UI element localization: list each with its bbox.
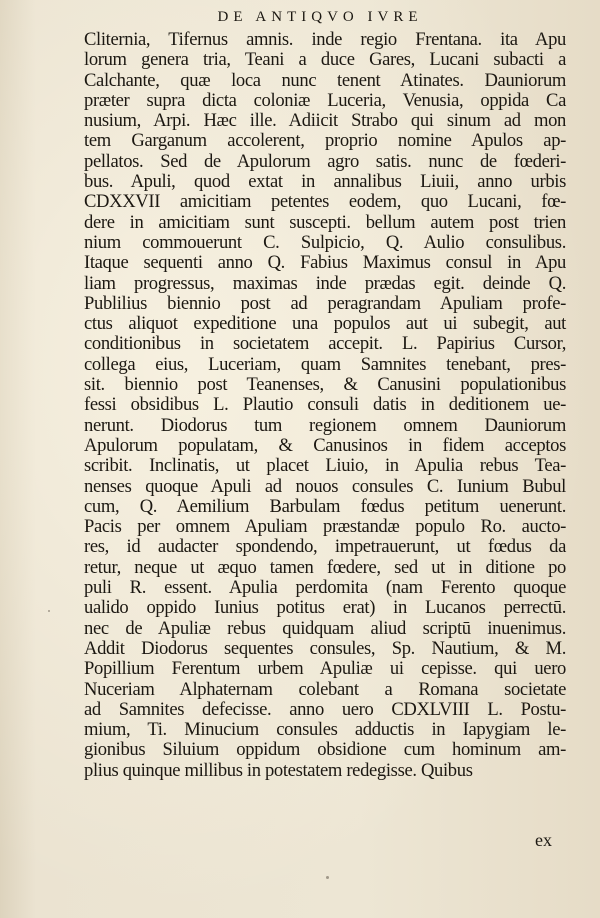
text-line: nec de Apuliæ rebus quidquam aliud scriptū inuenimus. <box>84 617 566 639</box>
text-line: Apulorum populatam, & Canusinos in fidem acceptos <box>84 434 566 456</box>
text-line: bus. Apuli, quod extat in annalibus Liuii, anno urbis <box>84 171 566 193</box>
text-line: sit. biennio post Teanenses, & Canusini populationibus <box>84 374 566 396</box>
text-line: gionibus Siluium oppidum obsidione cum hominum am- <box>84 739 566 761</box>
text-line: Itaque sequenti anno Q. Fabius Maximus consul in Apu <box>84 252 566 274</box>
text-line: cum, Q. Aemilium Barbulam fœdus petitum uenerunt. <box>84 495 566 517</box>
text-line: liam progressus, maximas inde prædas egit. deinde Q. <box>84 272 566 294</box>
text-line: Addit Diodorus sequentes consules, Sp. Nautium, & M. <box>84 637 566 659</box>
text-line: mium, Ti. Minucium consules adductis in Iapygiam le- <box>84 719 566 741</box>
body-text <box>84 30 566 781</box>
text-line: nusium, Arpi. Hæc ille. Adiicit Strabo qui sinum ad mon <box>84 110 566 132</box>
text-line: dere in amicitiam sunt suscepti. bellum autem post trien <box>84 211 566 233</box>
text-line: puli R. essent. Apulia perdomita (nam Ferento quoque <box>84 577 566 599</box>
text-line: CDXXVII amicitiam petentes eodem, quo Lucani, fœ- <box>84 191 566 213</box>
text-line: Publilius biennio post ad peragrandam Apuliam profe- <box>84 292 566 314</box>
text-line: res, id audacter spondendo, impetrauerunt, ut fœdus da <box>84 536 566 558</box>
paper-speck <box>326 876 329 879</box>
paper-speck <box>48 610 50 612</box>
text-line: præter supra dicta coloniæ Luceria, Venusia, oppida Ca <box>84 89 566 111</box>
text-line: nerunt. Diodorus tum regionem omnem Dauniorum <box>84 414 566 436</box>
text-line: conditionibus in societatem accepit. L. Papirius Cursor, <box>84 333 566 355</box>
text-line: Pacis per omnem Apuliam præstandæ populo Ro. aucto- <box>84 516 566 538</box>
text-line: ctus aliquot expeditione una populos aut ui subegit, aut <box>84 313 566 335</box>
catchword: ex <box>535 830 552 850</box>
text-line: nium commouerunt C. Sulpicio, Q. Aulio consulibus. <box>84 231 566 253</box>
text-line: lorum genera tria, Teani a duce Gares, Lucani subacti a <box>84 49 566 71</box>
text-line: plius quinque millibus in potestatem redegisse. Quibus <box>84 759 473 781</box>
text-line: Cliternia, Tifernus amnis. inde regio Frentana. ita Apu <box>84 29 566 50</box>
text-line: scribit. Inclinatis, ut placet Liuio, in Apulia rebus Tea- <box>84 455 566 477</box>
text-line: tem Garganum accolerent, proprio nomine Apulos ap- <box>84 130 566 152</box>
text-line: ad Samnites defecisse. anno uero CDXLVIII L. Postu- <box>84 698 566 720</box>
text-line: Popillium Ferentum urbem Apuliæ ui cepisse. qui uero <box>84 658 566 680</box>
text-line: ualido oppido Iunius potitus erat) in Lucanos perrectū. <box>84 597 566 619</box>
text-line: Calchante, quæ loca nunc tenent Atinates. Dauniorum <box>84 69 566 91</box>
text-line: pellatos. Sed de Apulorum agro satis. nunc de fœderi- <box>84 150 566 172</box>
text-line: collega eius, Luceriam, quam Samnites tenebant, pres- <box>84 353 566 375</box>
text-line: retur, neque ut æquo tamen fœdere, sed ut in ditione po <box>84 556 566 578</box>
running-head: DE ANTIQVO IVRE <box>217 9 423 25</box>
text-line: fessi obsidibus L. Plautio consuli datis in deditionem ue- <box>84 394 566 416</box>
text-line: nenses quoque Apuli ad nouos consules C. Iunium Bubul <box>84 475 566 497</box>
text-line: Nuceriam Alphaternam colebant a Romana societate <box>84 678 566 700</box>
